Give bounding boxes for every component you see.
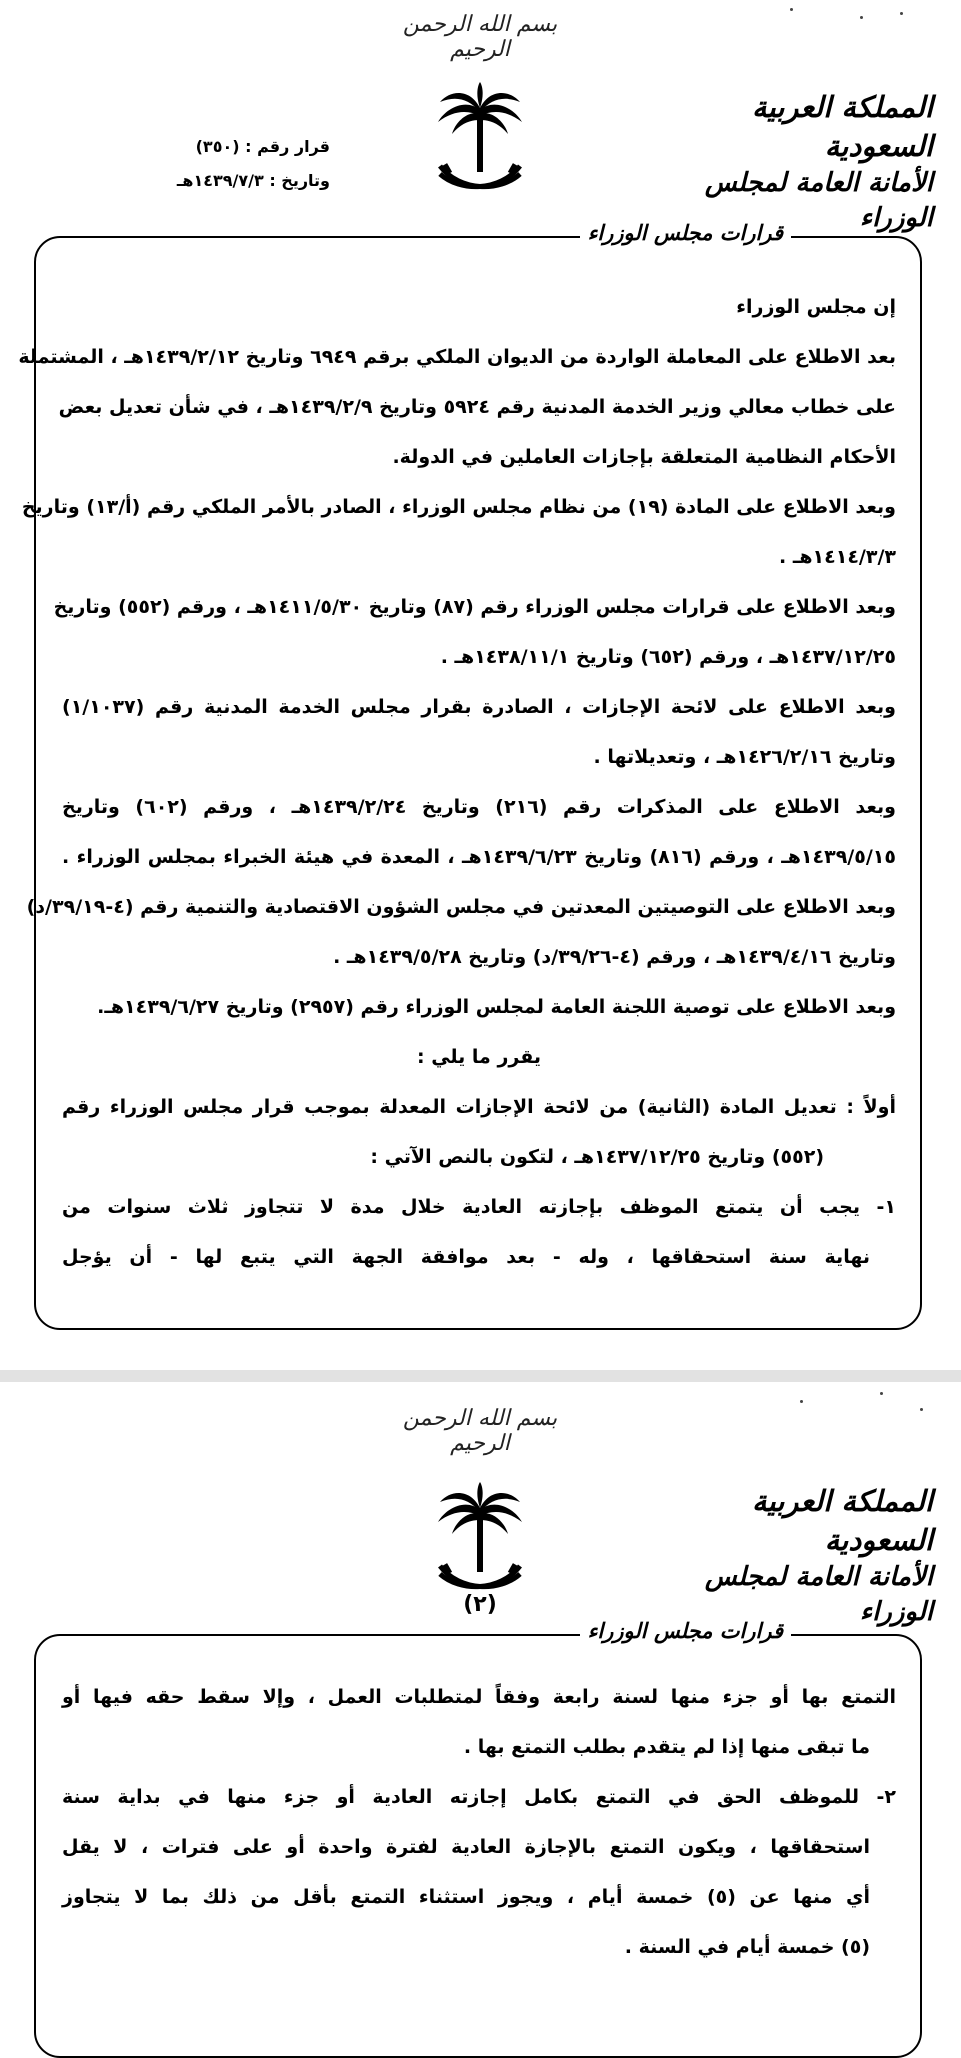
- text-line: التمتع بها أو جزء منها لسنة رابعة وفقاً لمتطلبات العمل ، وإلا سقط حقه فيها أو: [62, 1686, 896, 1708]
- resolution-heading: يقرر ما يلي :: [416, 1046, 542, 1068]
- text-line: إن مجلس الوزراء: [736, 296, 896, 318]
- text-line: ١٤٣٧/١٢/٢٥هـ ، ورقم (٦٥٢) وتاريخ ١٤٣٨/١١/١هـ .: [440, 646, 896, 668]
- text-line: وبعد الاطلاع على المادة (١٩) من نظام مجلس الوزراء ، الصادر بالأمر الملكي رقم (أ/١٣) وتاريخ: [21, 496, 896, 518]
- basmala-header: بسم الله الرحمن الرحيم: [402, 1406, 558, 1456]
- scan-speck: [920, 1408, 923, 1411]
- text-line: نهاية سنة استحقاقها ، وله - بعد موافقة الجهة التي يتبع لها - أن يؤجل: [62, 1246, 870, 1268]
- frame-label: قرارات مجلس الوزراء: [580, 1618, 791, 1643]
- text-line: وتاريخ ١٤٣٩/٤/١٦هـ ، ورقم (٤-٣٩/٢٦/د) وتاريخ ١٤٣٩/٥/٢٨هـ .: [333, 946, 896, 968]
- document-page-2: [0, 1382, 961, 1999]
- decision-meta: [120, 130, 330, 198]
- text-line: (٥٥٢) وتاريخ ١٤٣٧/١٢/٢٥هـ ، لتكون بالنص الآتي :: [370, 1146, 824, 1168]
- scan-speck: [860, 16, 863, 19]
- text-line: ١- يجب أن يتمتع الموظف بإجازته العادية خلال مدة لا تتجاوز ثلاث سنوات من: [62, 1196, 896, 1218]
- palm-swords-emblem-icon: [430, 80, 530, 200]
- ministry-header: [673, 1482, 933, 1630]
- text-line: وبعد الاطلاع على قرارات مجلس الوزراء رقم (٨٧) وتاريخ ١٤١١/٥/٣٠هـ ، ورقم (٥٥٢) وتاريخ: [53, 596, 896, 618]
- decision-body: [62, 1672, 896, 1972]
- ministry-line-1: المملكة العربية السعودية: [752, 90, 933, 164]
- decision-date: وتاريخ : ١٤٣٩/٧/٣هـ: [176, 171, 330, 190]
- text-line: وبعد الاطلاع على المذكرات رقم (٢١٦) وتاريخ ١٤٣٩/٢/٢٤هـ ، ورقم (٦٠٢) وتاريخ: [62, 796, 896, 818]
- text-line: ١٤٣٩/٥/١٥هـ ، ورقم (٨١٦) وتاريخ ١٤٣٩/٦/٢٣هـ ، المعدة في هيئة الخبراء بمجلس الوزراء .: [62, 846, 896, 868]
- text-line: بعد الاطلاع على المعاملة الواردة من الديوان الملكي برقم ٦٩٤٩ وتاريخ ١٤٣٩/٢/١٢هـ ، المشتملة: [18, 346, 896, 368]
- palm-swords-emblem-icon: [430, 1480, 530, 1600]
- ministry-line-1: المملكة العربية السعودية: [752, 1484, 933, 1558]
- scan-speck: [800, 1400, 803, 1403]
- scan-speck: [880, 1392, 883, 1395]
- text-line: أولاً : تعديل المادة (الثانية) من لائحة الإجازات المعدلة بموجب قرار مجلس الوزراء رقم: [62, 1096, 896, 1118]
- scan-speck: [900, 12, 903, 15]
- page-number: (٢): [463, 1592, 497, 1617]
- text-line: وبعد الاطلاع على التوصيتين المعدتين في مجلس الشؤون الاقتصادية والتنمية رقم (٤-٣٩/١٩/د): [26, 896, 896, 918]
- text-line: الأحكام النظامية المتعلقة بإجازات العاملين في الدولة.: [392, 446, 896, 468]
- basmala-header: بسم الله الرحمن الرحيم: [402, 12, 558, 62]
- text-line: (٥) خمسة أيام في السنة .: [624, 1936, 870, 1958]
- text-line: وبعد الاطلاع على لائحة الإجازات ، الصادرة بقرار مجلس الخدمة المدنية رقم (١/١٠٣٧): [62, 696, 896, 718]
- text-line: ١٤١٤/٣/٣هـ .: [779, 546, 896, 568]
- text-line: على خطاب معالي وزير الخدمة المدنية رقم ٥٩٢٤ وتاريخ ١٤٣٩/٢/٩هـ ، في شأن تعديل بعض: [58, 396, 896, 418]
- text-line: استحقاقها ، ويكون التمتع بالإجازة العادية لفترة واحدة أو على فترات ، لا يقل: [62, 1836, 870, 1858]
- ministry-line-2: الأمانة العامة لمجلس الوزراء: [704, 1562, 933, 1628]
- decision-body: [18, 282, 896, 1282]
- text-line: وتاريخ ١٤٢٦/٢/١٦هـ ، وتعديلاتها .: [593, 746, 896, 768]
- ministry-header: [673, 88, 933, 236]
- text-line: وبعد الاطلاع على توصية اللجنة العامة لمجلس الوزراء رقم (٢٩٥٧) وتاريخ ١٤٣٩/٦/٢٧هـ.: [97, 996, 896, 1018]
- ministry-line-2: الأمانة العامة لمجلس الوزراء: [704, 168, 933, 234]
- text-line: ما تبقى منها إذا لم يتقدم بطلب التمتع بها .: [463, 1736, 870, 1758]
- frame-label: قرارات مجلس الوزراء: [580, 220, 791, 245]
- scan-speck: [790, 8, 793, 11]
- page-separator: [0, 1370, 961, 1382]
- decision-number: قرار رقم : (٣٥٠): [195, 137, 330, 156]
- text-line: ٢- للموظف الحق في التمتع بكامل إجازته العادية أو جزء منها في بداية سنة: [62, 1786, 896, 1808]
- text-line: أي منها عن (٥) خمسة أيام ، ويجوز استثناء التمتع بأقل من ذلك بما لا يتجاوز: [62, 1886, 870, 1908]
